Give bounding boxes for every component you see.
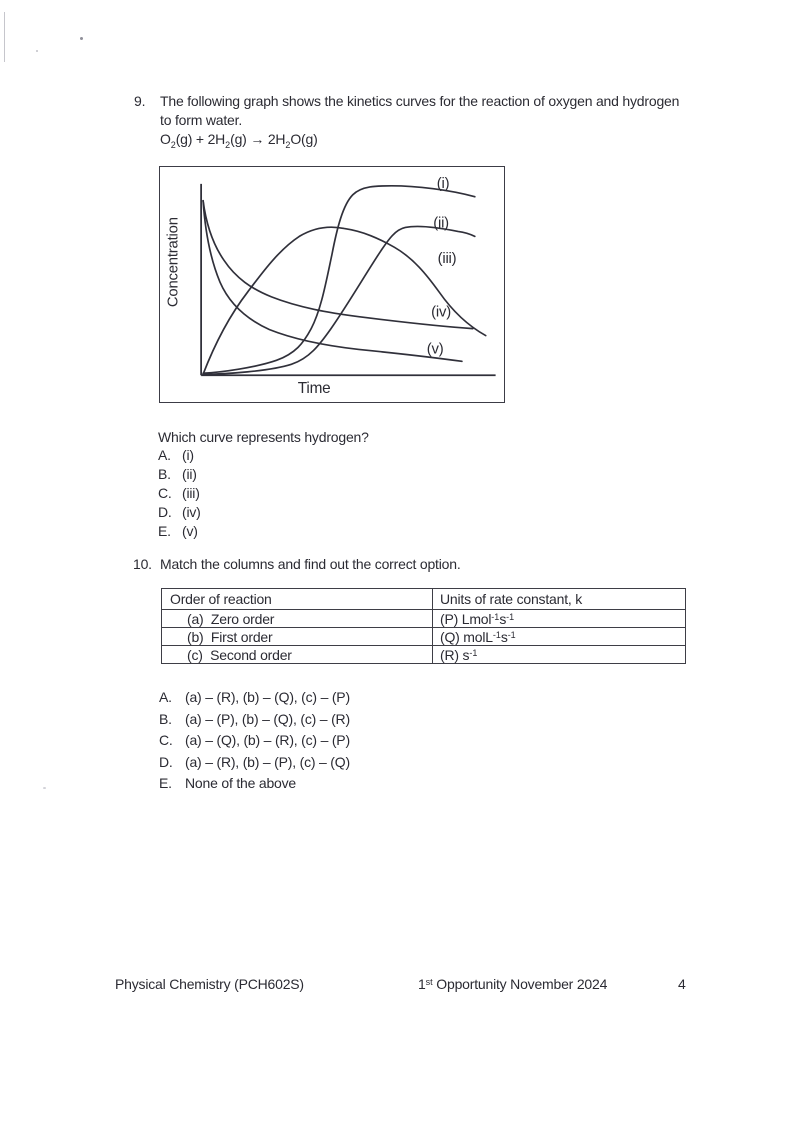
question-9-number: 9. (134, 93, 146, 109)
option-label: C. (158, 485, 172, 501)
question-9-prompt (160, 92, 720, 155)
cell-unit-r: (R) $s^{-1}$ (433, 646, 686, 664)
curve-label-i: (i) (436, 175, 450, 192)
option-a (158, 446, 201, 465)
curve-label-iv: (iv) (431, 304, 451, 321)
option-text: (i) (182, 447, 194, 463)
question-9-prompt-line2: to form water. (160, 112, 243, 128)
option-text: (ii) (182, 466, 197, 482)
option-e (159, 773, 350, 795)
cell-second-order: (c) Second order (162, 646, 433, 664)
question-9-options (158, 446, 201, 541)
option-a (159, 687, 350, 709)
chemical-equation: $O_2(g) + 2H_2(g) \to 2H_2O(g)$ (160, 131, 318, 150)
curve-v (203, 201, 462, 362)
curve-label-ii: (ii) (433, 215, 449, 232)
kinetics-graph (160, 167, 504, 402)
cell-zero-order: (a) Zero order (162, 610, 433, 628)
option-label: A. (158, 447, 171, 463)
y-axis-label: Concentration (165, 217, 182, 308)
scan-artifact-dot (36, 50, 38, 52)
scan-artifact-dot (80, 37, 83, 40)
option-text: (a) – (Q), (b) – (R), (c) – (P) (185, 732, 350, 748)
option-text: (a) – (R), (b) – (Q), (c) – (P) (185, 689, 350, 705)
table-row (162, 628, 686, 646)
kinetics-graph-frame (159, 166, 505, 403)
scan-artifact-dot (43, 787, 46, 789)
option-text: (iv) (182, 504, 201, 520)
option-b (158, 465, 201, 484)
option-label: B. (158, 466, 171, 482)
cell-unit-p: (P) $Lmol^{-1}s^{-1}$ (433, 610, 686, 628)
option-text: None of the above (185, 775, 297, 791)
question-9-prompt-line1: The following graph shows the kinetics curves for the reaction of oxygen and hydrogen (160, 93, 680, 109)
option-text: (a) – (P), (b) – (Q), (c) – (R) (185, 710, 350, 727)
option-label: D. (159, 753, 173, 770)
scan-artifact-line (4, 12, 5, 62)
option-label: C. (159, 732, 173, 748)
question-10-prompt: Match the columns and find out the correct option. (160, 556, 461, 572)
option-b (159, 709, 350, 731)
option-label: E. (159, 775, 172, 791)
question-10-options (159, 687, 350, 795)
option-text: (a) – (R), (b) – (P), (c) – (Q) (185, 753, 350, 770)
option-d (158, 503, 201, 522)
option-label: E. (158, 523, 171, 539)
option-text: (iii) (182, 485, 200, 501)
match-columns-table (161, 588, 686, 664)
table-header-row (162, 589, 686, 610)
cell-first-order: (b) First order (162, 628, 433, 646)
header-order-of-reaction: Order of reaction (162, 589, 433, 610)
curve-label-iii: (iii) (437, 251, 457, 268)
x-axis-label: Time (297, 380, 331, 398)
table-row (162, 610, 686, 628)
table-row (162, 646, 686, 664)
footer-page-number: 4 (678, 976, 686, 992)
option-label: A. (159, 689, 172, 705)
option-text: (v) (182, 523, 198, 539)
option-c (158, 484, 201, 503)
option-e (158, 522, 201, 541)
footer-exam-session: 1st Opportunity November 2024 (418, 976, 608, 992)
cell-unit-q: (Q) $molL^{-1}s^{-1}$ (433, 628, 686, 646)
question-9-text: Which curve represents hydrogen? (158, 429, 369, 445)
reaction-arrow: → (250, 131, 265, 147)
header-units-rate-constant: Units of rate constant, k (433, 589, 686, 610)
question-10-number: 10. (133, 556, 152, 572)
option-c (159, 730, 350, 752)
option-label: D. (158, 504, 172, 520)
option-label: B. (159, 710, 172, 727)
footer-course-title: Physical Chemistry (PCH602S) (115, 976, 304, 992)
curve-label-v: (v) (426, 341, 444, 358)
option-d (159, 752, 350, 774)
